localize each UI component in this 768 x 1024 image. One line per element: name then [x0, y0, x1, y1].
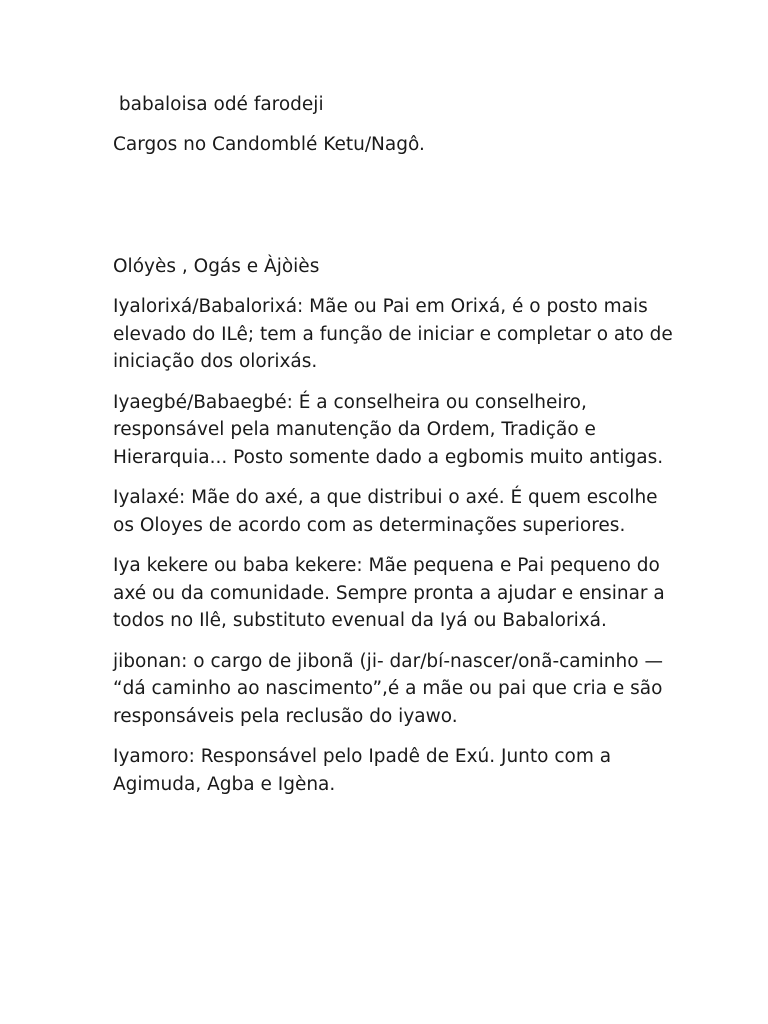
- section-heading: Olóyès , Ogás e Àjòiès: [113, 256, 320, 277]
- paragraph-jibonan: jibonan: o cargo de jibonã (ji- dar/bí-nascer/onã-caminho — “dá caminho ao nascimento”,é a mãe ou pai que cria e são responsáveis pela reclusão do iyawo.: [113, 650, 663, 727]
- paragraph-iyamoro: Iyamoro: Responsável pelo Ipadê de Exú. Junto com a Agimuda, Agba e Igèna.: [113, 746, 612, 795]
- document-subtitle: Cargos no Candomblé Ketu/Nagô.: [113, 134, 425, 155]
- paragraph-iya-kekere: Iya kekere ou baba kekere: Mãe pequena e Pai pequeno do axé ou da comunidade. Sempre pronta a ajudar e ensinar a todos no Ilê, substituto evenual da Iyá ou Babalorixá.: [113, 555, 665, 631]
- paragraph-iyalaxe: Iyalaxé: Mãe do axé, a que distribui o axé. É quem escolhe os Oloyes de acordo com as determinações superiores.: [113, 487, 658, 536]
- paragraph-iyalorixa: Iyalorixá/Babalorixá: Mãe ou Pai em Orixá, é o posto mais elevado do ILê; tem a função de iniciar e completar o ato de iniciação dos olorixás.: [113, 296, 673, 372]
- document-title: babaloisa odé farodeji: [113, 94, 324, 115]
- document-page: [113, 92, 673, 798]
- paragraph-iyaegbe: Iyaegbé/Babaegbé: É a conselheira ou conselheiro, responsável pela manutenção da Ordem, Tradição e Hierarquia... Posto somente dado a egbomis muito antigas.: [113, 391, 664, 468]
